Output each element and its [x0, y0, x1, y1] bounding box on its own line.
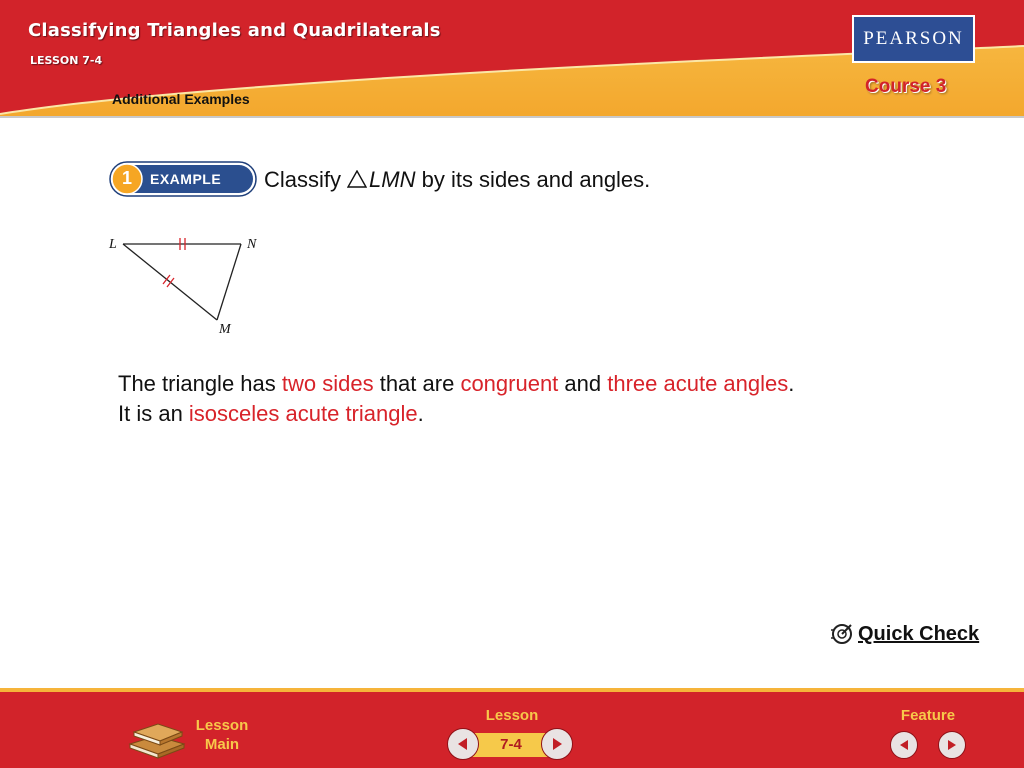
lesson-main-label-line1: Lesson	[195, 717, 249, 734]
answer-text-segment: .	[788, 371, 795, 396]
side-lm	[123, 244, 217, 320]
lesson-main-label	[190, 716, 254, 754]
lesson-nav	[447, 727, 574, 761]
vertex-label-m: M	[219, 322, 231, 337]
answer-text-segment: .	[417, 401, 424, 426]
answer-highlight: isosceles acute triangle	[188, 401, 418, 426]
course-label: Course 3	[865, 76, 947, 97]
answer-text-segment: The triangle has	[118, 371, 282, 396]
books-icon	[126, 714, 188, 760]
lesson-prev-button[interactable]	[447, 728, 479, 760]
answer-line-2	[118, 399, 794, 429]
example-badge	[108, 160, 258, 198]
slide-header	[0, 0, 1024, 118]
question-suffix: by its sides and angles.	[421, 167, 651, 192]
arrow-right-icon	[549, 736, 565, 752]
lesson-number-display: 7-4	[500, 736, 522, 753]
side-nm	[217, 244, 241, 320]
quick-check-link[interactable]	[830, 622, 979, 646]
quick-check-icon	[830, 622, 854, 646]
feature-nav-label: Feature	[900, 707, 956, 724]
vertex-label-n: N	[247, 237, 257, 252]
arrow-left-icon	[455, 736, 471, 752]
triangle-name: LMN	[369, 167, 416, 192]
feature-next-button[interactable]	[938, 731, 966, 759]
triangle-lmn-figure	[100, 230, 275, 342]
footer-stripe	[0, 688, 1024, 692]
section-title: Additional Examples	[112, 91, 250, 107]
answer-highlight: three acute angles	[607, 371, 789, 396]
answer-text	[118, 369, 794, 429]
lesson-main-button[interactable]	[126, 714, 249, 765]
feature-prev-button[interactable]	[890, 731, 918, 759]
arrow-left-icon	[897, 738, 911, 752]
lesson-next-button[interactable]	[541, 728, 573, 760]
triangle-symbol-icon	[347, 168, 367, 194]
lesson-number: LESSON 7-4	[30, 54, 103, 67]
answer-text-segment: and	[558, 371, 608, 396]
example-number: 1	[121, 168, 132, 188]
vertex-label-l: L	[109, 237, 117, 252]
answer-text-segment: that are	[373, 371, 461, 396]
pearson-logo: PEARSON	[852, 15, 975, 63]
answer-line-1	[118, 369, 794, 399]
question-prefix: Classify	[264, 167, 342, 192]
answer-highlight: two sides	[281, 371, 374, 396]
quick-check-label[interactable]: Quick Check	[858, 622, 980, 645]
arrow-right-icon	[945, 738, 959, 752]
answer-text-segment: It is an	[118, 401, 189, 426]
answer-highlight: congruent	[460, 371, 559, 396]
lesson-main-label-line2: Main	[204, 736, 240, 753]
lesson-title: Classifying Triangles and Quadrilaterals	[28, 20, 441, 41]
lesson-nav-label: Lesson	[485, 707, 539, 724]
example-question	[264, 167, 650, 194]
example-label: EXAMPLE	[150, 171, 222, 187]
